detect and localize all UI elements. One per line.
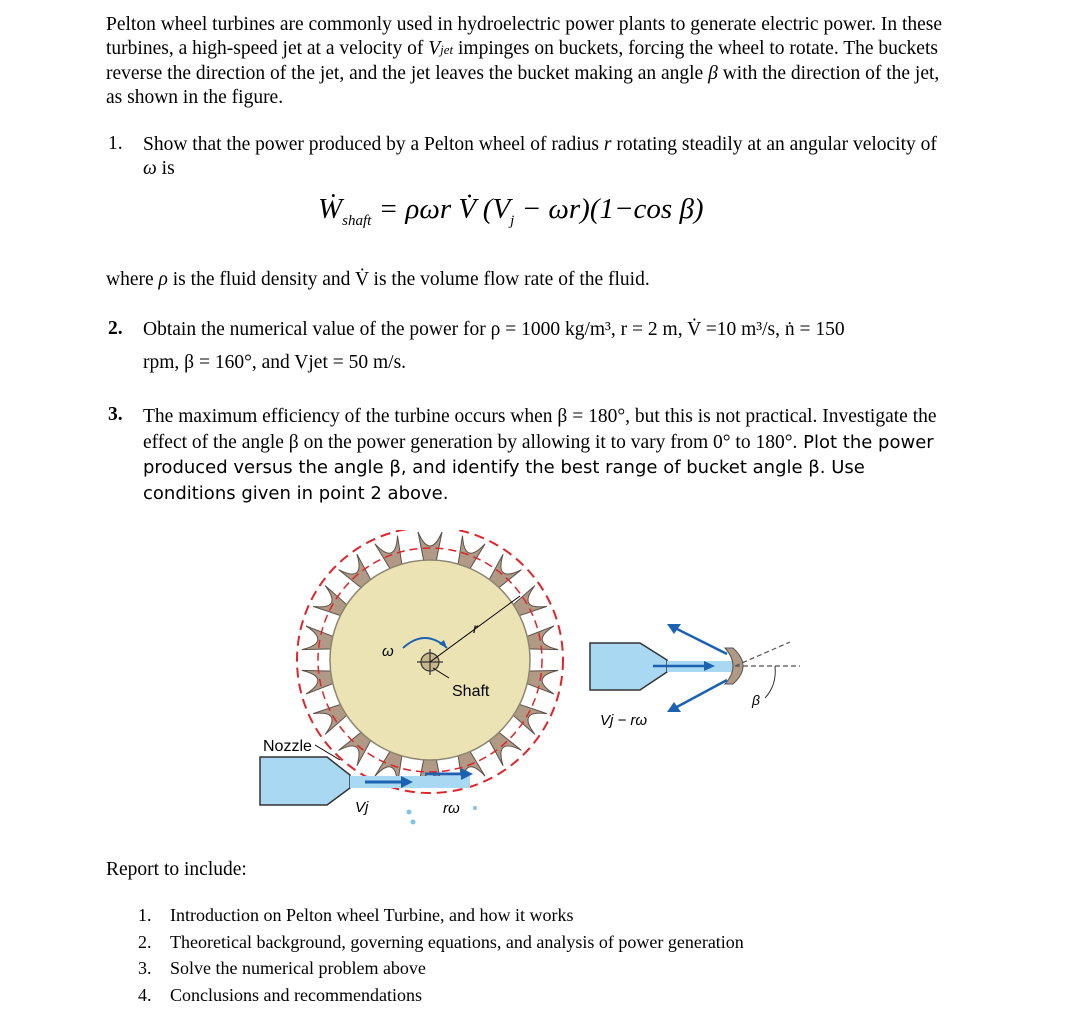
beta-symbol: β — [708, 63, 718, 84]
relative-velocity-label: Vj − rω — [600, 712, 648, 729]
where-text-2: is the fluid density and — [167, 269, 355, 290]
q1-text-3: is — [156, 158, 175, 179]
bucket-icon — [418, 532, 442, 562]
intro-text-2: impinges on buckets, forcing the wheel to rotate. The buckets reverse the direction of the jet, and the jet leaves the bucket making an angle — [106, 38, 938, 84]
radius-label: r — [473, 620, 478, 636]
where-text-3: is the volume flow rate of the fluid. — [368, 269, 650, 290]
report-item — [138, 982, 744, 1009]
eq-lhs: Ẇ — [318, 193, 343, 225]
eq-rhs-sub: j — [510, 212, 515, 229]
report-item-number: 1. — [138, 905, 152, 925]
rho-symbol: ρ — [158, 269, 168, 290]
eq-rhs-2: − ωr)(1−cos β) — [514, 193, 704, 225]
report-item-label: Introduction on Pelton wheel Turbine, and how it works — [170, 905, 574, 925]
vjet-symbol: V — [428, 38, 441, 59]
omega-label: ω — [382, 643, 394, 660]
q2-line-2: rpm, β = 160°, and Vjet = 50 m/s. — [143, 352, 407, 373]
report-item-number: 2. — [138, 931, 152, 952]
beta-label: β — [752, 692, 760, 708]
report-item — [138, 929, 744, 956]
vdot-symbol: V̇ — [354, 269, 369, 290]
q3-text-2: Plot the power produced versus the angle β, and identify the best range of bucket angle β. Use conditions given in point 2 above. — [143, 431, 934, 504]
report-list — [138, 902, 744, 1008]
where-line — [106, 268, 956, 292]
q3-text — [143, 404, 953, 506]
q2-line-1: Obtain the numerical value of the power for ρ = 1000 kg/m³, r = 2 m, V̇ =10 m³/s, ṅ = 150 — [143, 319, 845, 340]
q2-number: 2. — [108, 318, 123, 339]
report-item — [138, 955, 744, 982]
nozzle-icon — [260, 757, 350, 805]
q3-text-1: The maximum efficiency of the turbine occurs when β = 180°, but this is not practical. Investigate the effect of the angle β on the power generation by allowing it to vary from 0° to 180°. — [143, 406, 937, 453]
q1-text — [143, 133, 953, 181]
report-item-label: Solve the numerical problem above — [170, 958, 426, 978]
pelton-wheel-figure — [255, 530, 815, 835]
power-equation — [318, 193, 704, 230]
deflected-jet-lower-icon — [675, 680, 727, 708]
q3-number: 3. — [108, 404, 123, 425]
q1-text-1: Show that the power produced by a Pelton wheel of radius — [143, 134, 604, 155]
deflected-jet-upper-icon — [675, 628, 727, 654]
vjet-subscript: jet — [440, 42, 454, 57]
romega-label: rω — [443, 800, 460, 817]
report-title: Report to include: — [106, 859, 247, 880]
nozzle-label: Nozzle — [263, 738, 312, 755]
report-item-label: Conclusions and recommendations — [170, 984, 422, 1005]
intro-text-3: with the direction of the jet, as shown in the figure. — [106, 63, 940, 108]
q1-text-2: rotating steadily at an angular velocity of — [611, 134, 937, 155]
where-text-1: where — [106, 269, 159, 290]
vj-label: Vj — [355, 799, 369, 816]
eq-rhs-1: = ρωr V̇ (V — [371, 193, 511, 225]
eq-lhs-sub: shaft — [342, 212, 372, 229]
report-item — [138, 902, 744, 929]
shaft-label: Shaft — [452, 683, 490, 700]
intro-text-1: Pelton wheel turbines are commonly used in hydroelectric power plants to generate electric power. In these turbines, a high-speed jet at a velocity of — [106, 14, 943, 59]
intro-paragraph — [106, 13, 956, 110]
omega-symbol: ω — [143, 158, 157, 179]
q1-number: 1. — [108, 133, 123, 154]
radius-symbol: r — [603, 134, 612, 155]
report-item-label: Theoretical background, governing equations, and analysis of power generation — [170, 931, 744, 952]
report-item-number: 3. — [138, 958, 152, 978]
report-item-number: 4. — [138, 984, 152, 1005]
